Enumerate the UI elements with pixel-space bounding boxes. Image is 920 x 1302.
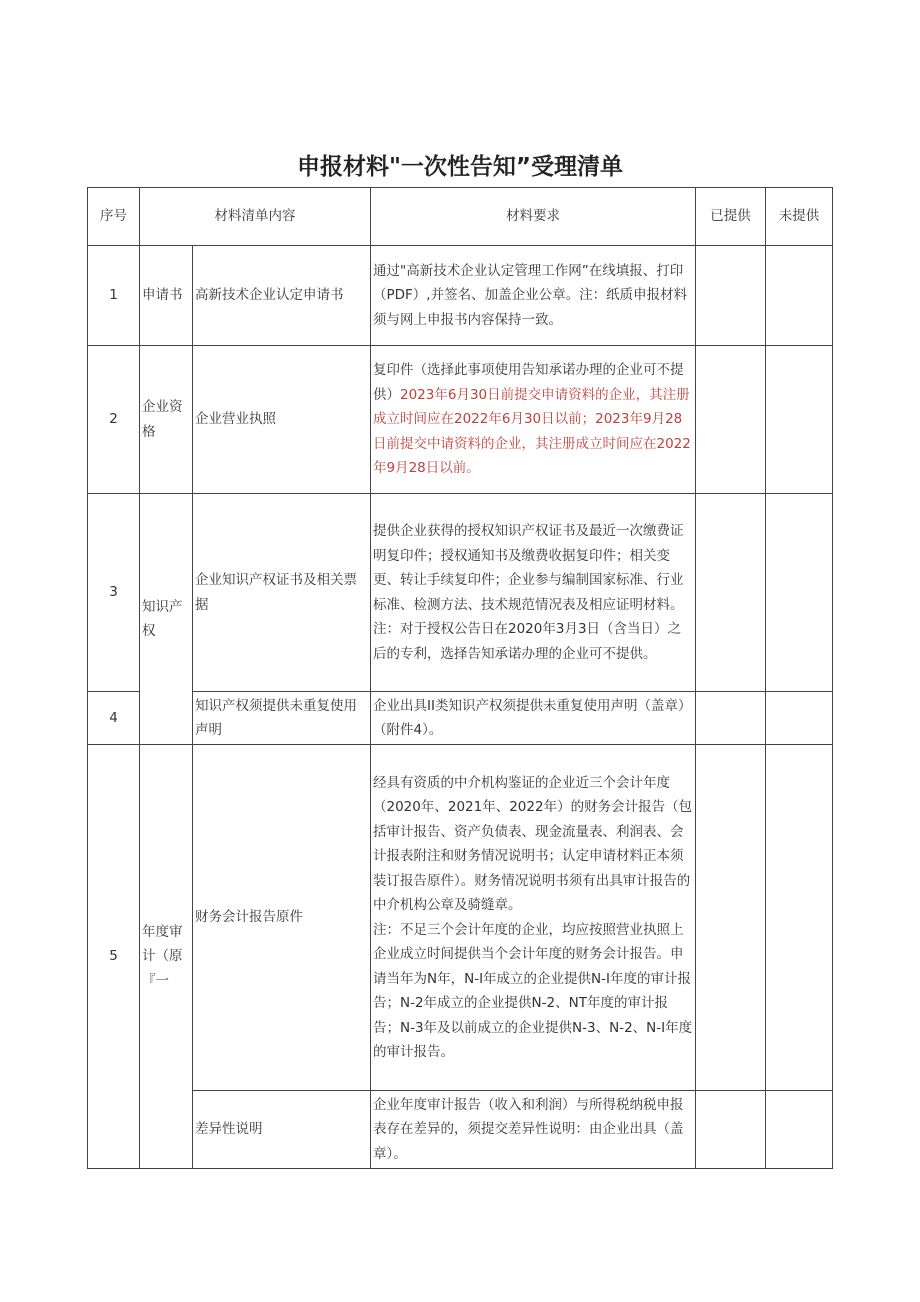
row-seq: 5 [88,745,140,1169]
not-provided-checkbox-cell[interactable] [766,692,833,745]
header-row [88,188,833,246]
not-provided-checkbox-cell[interactable] [766,246,833,346]
header-requirement: 材料要求 [371,188,696,246]
row-seq: 3 [88,494,140,692]
provided-checkbox-cell[interactable] [696,692,766,745]
row-item: 高新技术企业认定申请书 [193,246,371,346]
row-requirement: 通过"高新技术企业认定管理工作网”在线填报、打印（PDF）,并签名、加盖企业公章。注：纸质申报材料须与网上申报书内容保持一致。 [371,246,696,346]
row-category: 企业资格 [140,346,193,494]
row-category: 知识产权 [140,494,193,745]
provided-checkbox-cell[interactable] [696,745,766,1091]
not-provided-checkbox-cell[interactable] [766,494,833,692]
provided-checkbox-cell[interactable] [696,246,766,346]
page-title: 申报材料"一次性告知”受理清单 [296,154,624,180]
not-provided-checkbox-cell[interactable] [766,1091,833,1169]
not-provided-checkbox-cell[interactable] [766,346,833,494]
header-content: 材料清单内容 [140,188,371,246]
row-item: 企业知识产权证书及相关票据 [193,494,371,692]
row-seq: 4 [88,692,140,745]
table-row [88,494,833,692]
row-seq: 2 [88,346,140,494]
table-row [88,246,833,346]
requirement-text: 经具有资质的中介机构鉴证的企业近三个会计年度（2020年、2021年、2022年）的财务会计报告（包括审计报告、资产负债表、现金流量表、利润表、会计报表附注和财务情况说明书；认定申请材料正本须装订报告原件）。财务情况说明书须有出具审计报告的中介机构公章及骑缝章。 [373,774,693,913]
row-requirement: 提供企业获得的授权知识产权证书及最近一次缴费证明复印件；授权通知书及缴费收据复印件；相关变更、转让手续复印件；企业参与编制国家标准、行业标准、检测方法、技术规范情况表及相应证明材料。注：对于授权公告日在2020年3月3日（含当日）之后的专利，选择告知承诺办理的企业可不提供。 [371,494,696,692]
table-row [88,1091,833,1169]
row-requirement [371,346,696,494]
not-provided-checkbox-cell[interactable] [766,745,833,1091]
row-item: 企业营业执照 [193,346,371,494]
row-requirement [371,745,696,1091]
row-item: 财务会计报告原件 [193,745,371,1091]
table-row [88,346,833,494]
table-row [88,745,833,1091]
table-row [88,692,833,745]
header-seq: 序号 [88,188,140,246]
requirement-note: 注：不足三个会计年度的企业，均应按照营业执照上企业成立时间提供当个会计年度的财务会计报告。申请当年为N年，N-I年成立的企业提供N-I年度的审计报告；N-2年成立的企业提供N-2、NT年度的审计报告；N-3年及以前成立的企业提供N-3、N-2、N-I年度的审计报告。 [373,921,693,1060]
requirement-text: 复印件（选择此事项使用告知承诺办理的企业可不提供） [373,362,684,403]
row-category: 年度审计（原『一 [140,745,193,1169]
provided-checkbox-cell[interactable] [696,494,766,692]
materials-checklist-table [87,187,833,1169]
header-not-provided: 未提供 [766,188,833,246]
row-category: 申请书 [140,246,193,346]
header-provided: 已提供 [696,188,766,246]
requirement-highlighted-text: 2023年6月30日前提交申请资料的企业，其注册成立时间应在2022年6月30日以前；2023年9月28日前提交中请资料的企业，其注册成立时间应在2022年9月28日以前。 [373,386,691,477]
provided-checkbox-cell[interactable] [696,346,766,494]
row-seq: 1 [88,246,140,346]
row-requirement: 企业年度审计报告（收入和利润）与所得税纳税申报表存在差异的，须提交差异性说明：由企业出具（盖章）。 [371,1091,696,1169]
row-item: 知识产权须提供未重复使用声明 [193,692,371,745]
row-requirement: 企业出具II类知识产权须提供未重复使用声明（盖章）（附件4）。 [371,692,696,745]
row-item: 差异性说明 [193,1091,371,1169]
provided-checkbox-cell[interactable] [696,1091,766,1169]
